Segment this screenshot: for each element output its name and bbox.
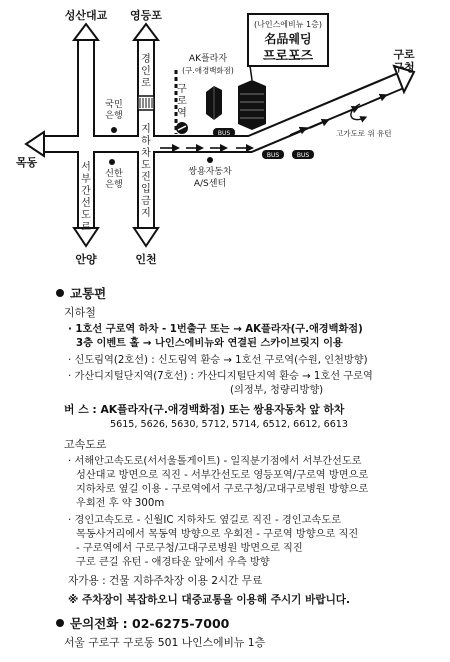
no-entry-1: 지 xyxy=(141,124,151,135)
seobu-5: 도 xyxy=(81,210,91,221)
bus-badge-2: BUS xyxy=(266,152,280,159)
expressway-line-8: 구로 큰길 유턴 - 애경타운 앞에서 우측 방향 xyxy=(76,557,270,568)
shinhan-bank-1: 신한 xyxy=(105,169,123,179)
venue-floor: (나인스에비뉴 1층) xyxy=(254,20,322,29)
contact-title xyxy=(56,616,229,632)
expressway-heading: 고속도로 xyxy=(64,438,107,451)
no-entry-7: 금 xyxy=(141,196,151,207)
ak-plaza-1: AK플라자 xyxy=(188,54,228,64)
expressway-line-1: · 서해안고속도로(서서울톨게이트) - 일직분기점에서 서부간선도로 xyxy=(68,456,362,467)
seobu-6: 로 xyxy=(81,222,91,233)
parking-info: 자가용 : 건물 지하주차장 이용 2시간 무료 xyxy=(68,575,263,587)
no-entry-6: 입 xyxy=(141,184,151,195)
guro-station-2: 로 xyxy=(177,96,187,107)
ak-plaza-building xyxy=(206,86,222,120)
location-map xyxy=(0,0,450,278)
seobu-4: 선 xyxy=(81,198,91,209)
expressway-line-5: · 경인고속도로 - 신월IC 지하차도 옆길로 직진 - 경인고속도로 xyxy=(68,515,341,526)
label-yeongdeungpo: 영등포 xyxy=(130,9,162,22)
bus-heading: 버 스 : AK플라자(구.애경백화점) 또는 쌍용자동차 앞 하차 xyxy=(64,403,345,416)
ssangyong-1: 쌍용자동차 xyxy=(188,167,232,177)
seobu-1: 서 xyxy=(81,162,91,173)
gyeongin-ro-3: 로 xyxy=(141,78,151,89)
bus-numbers: 5615, 5626, 5630, 5712, 5714, 6512, 6612, 6613 xyxy=(110,419,349,430)
venue-name-2: 프로포즈 xyxy=(262,49,314,64)
seobu-3: 간 xyxy=(81,186,91,197)
bullet-icon xyxy=(56,619,64,627)
parking-notice: ※ 주차장이 복잡하오니 대중교통을 이용해 주시기 바랍니다. xyxy=(68,594,351,606)
venue-building xyxy=(238,80,266,130)
label-mokdong: 목동 xyxy=(16,156,38,169)
expressway-line-6: 목동사거리에서 목동역 방향으로 우회전 - 구로역 방향으로 직진 xyxy=(76,529,359,540)
no-entry-5: 진 xyxy=(141,172,151,183)
label-incheon: 인천 xyxy=(135,253,157,266)
label-seongsan: 성산대교 xyxy=(64,9,108,22)
seobu-2: 부 xyxy=(81,174,91,185)
uturn-label: 고가도로 위 유턴 xyxy=(336,129,392,138)
gukmin-bank-2: 은행 xyxy=(105,111,123,121)
subway-line-3: · 신도림역(2호선) : 신도림역 환승 → 1호선 구로역(수원, 인천방향) xyxy=(68,355,368,366)
transport-title xyxy=(56,286,106,302)
expressway-line-2: 성산대교 방면으로 직진 - 서부간선도로 영등포역/구로역 방면으로 xyxy=(76,470,369,481)
subway-line-1: · 1호선 구로역 하차 - 1번출구 또는 → AK플라자(구.애경백화점) xyxy=(68,324,363,335)
bus-badge-3: BUS xyxy=(296,152,310,159)
gyeongin-ro-1: 경 xyxy=(141,54,151,65)
ssangyong-2: A/S센터 xyxy=(193,179,227,189)
guro-station-3: 역 xyxy=(177,108,187,119)
guro-station-1: 구 xyxy=(177,84,187,95)
no-entry-8: 지 xyxy=(141,208,151,219)
expressway-line-7: - 구로역에서 구로구청/고대구로병원 방면으로 직진 xyxy=(76,543,303,554)
ak-plaza-2: (구.애경백화점) xyxy=(182,66,234,75)
venue-name-1: 名品웨딩 xyxy=(264,32,312,46)
bullet-icon xyxy=(56,289,64,297)
contact-address: 서울 구로구 구로동 501 나인스에비뉴 1층 xyxy=(64,636,266,649)
no-entry-2: 하 xyxy=(141,136,151,147)
subway-line-4: · 가산디지털단지역(7호선) : 가산디지털단지역 환승 → 1호선 구로역 xyxy=(68,371,373,382)
bus-badge-1: BUS xyxy=(217,130,231,137)
transport-title-text: 교통편 xyxy=(70,286,107,301)
contact-title-text: 문의전화 : 02-6275-7000 xyxy=(70,616,230,631)
expressway-line-4: 우회전 후 약 300m xyxy=(76,498,165,509)
label-anyang: 안양 xyxy=(75,253,97,266)
label-guro-gucheong-2: 구청 xyxy=(393,61,415,74)
gukmin-bank-1: 국민 xyxy=(105,100,123,110)
no-entry-3: 차 xyxy=(141,148,151,159)
gyeongin-ro-2: 인 xyxy=(141,66,151,77)
subway-heading: 지하철 xyxy=(64,306,96,319)
shinhan-bank-2: 은행 xyxy=(105,180,123,190)
expressway-line-3: 지하차로 옆길 이용 - 구로역에서 구로구청/고대구로병원 방향으로 xyxy=(76,484,369,495)
subway-line-5: (의정부, 청량리방향) xyxy=(230,385,324,396)
label-guro-gucheong-1: 구로 xyxy=(393,48,415,61)
subway-line-2: 3층 이벤트 홀 → 나인스에비뉴와 연결된 스카이브릿지 이용 xyxy=(76,338,343,349)
no-entry-4: 도 xyxy=(141,160,151,171)
